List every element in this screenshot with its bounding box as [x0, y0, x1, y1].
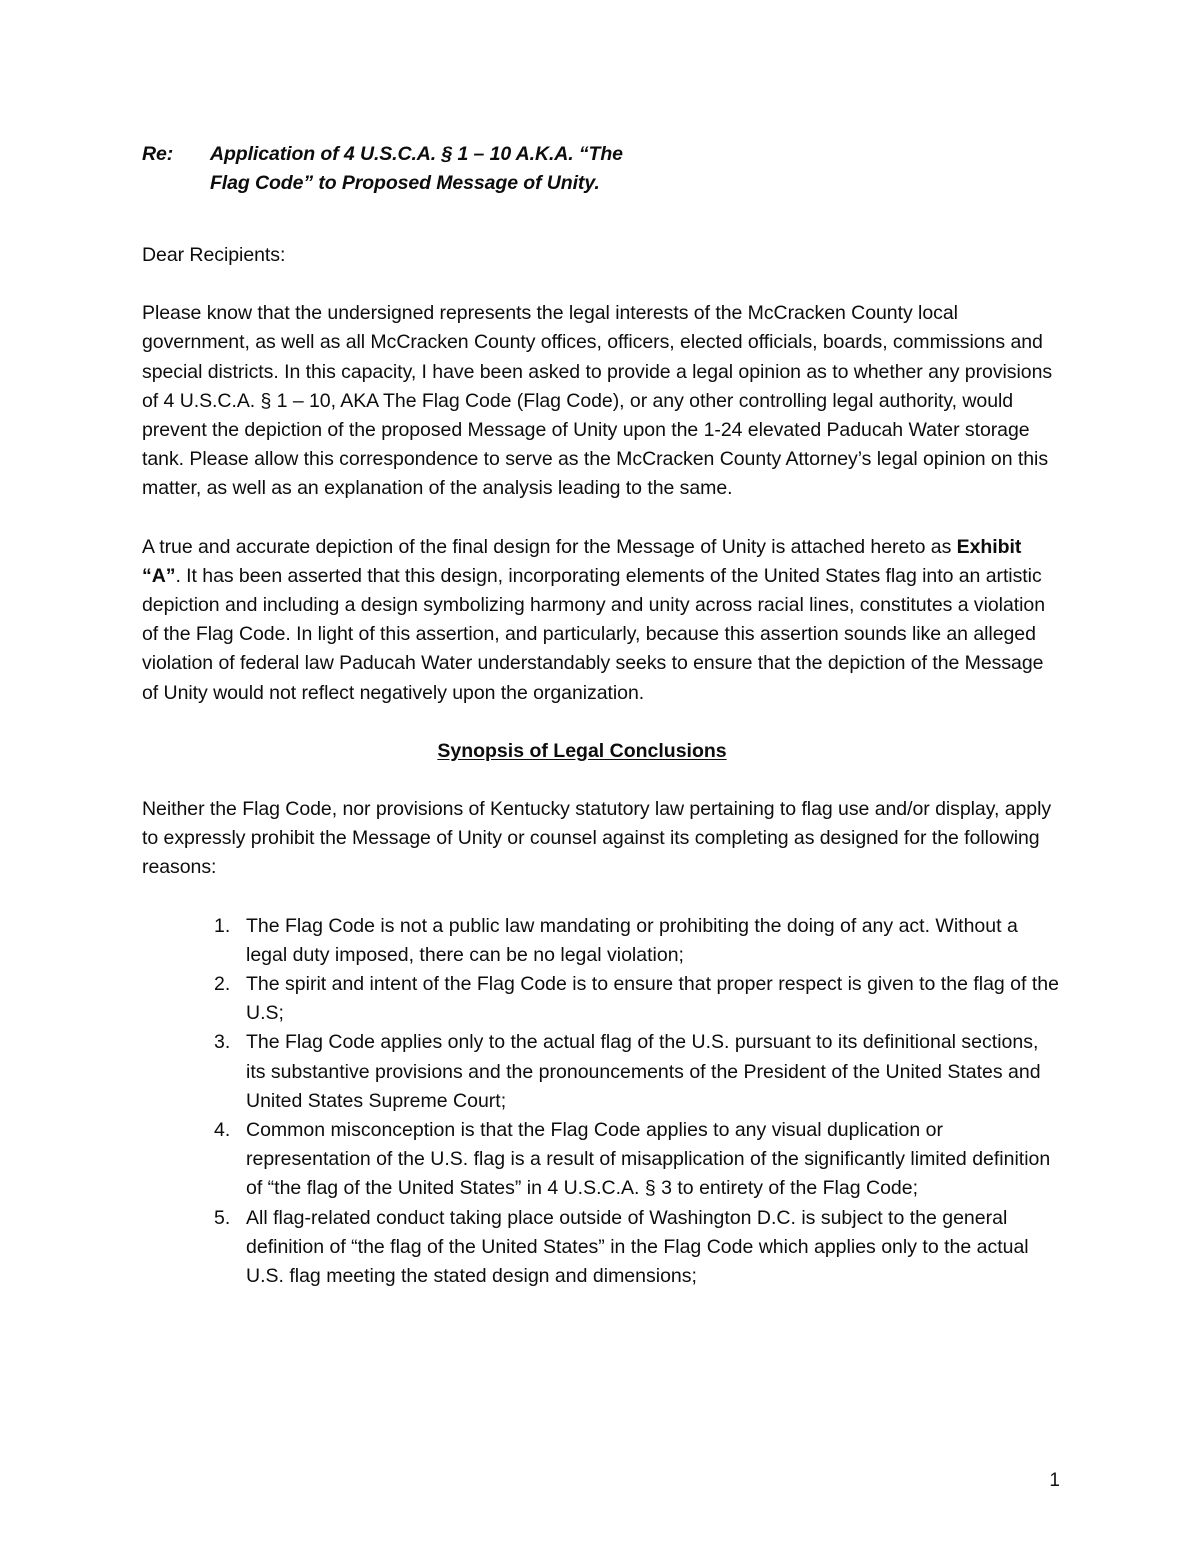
- legal-conclusions-list: [142, 912, 1062, 1292]
- salutation: Dear Recipients:: [142, 244, 286, 266]
- list-item-marker: 4.: [214, 1119, 231, 1142]
- paragraph-2: [142, 533, 1062, 708]
- spacer: [142, 708, 1062, 737]
- page-number: 1: [1049, 1470, 1060, 1491]
- spacer: [142, 270, 1062, 299]
- list-item-text: The spirit and intent of the Flag Code is to ensure that proper respect is given to the flag of the U.S;: [246, 973, 1059, 1025]
- re-line-2-row: [142, 169, 1062, 198]
- list-item-text: The Flag Code applies only to the actual flag of the U.S. pursuant to its definitional sections, its substantive provisions and the pronouncements of the President of the United States and United States Supreme Court;: [246, 1031, 1041, 1112]
- list-item: [142, 1028, 1062, 1116]
- re-subject-line-2: Flag Code” to Proposed Message of Unity.: [210, 172, 600, 194]
- spacer: [142, 504, 1062, 533]
- re-line-1-row: [142, 140, 1062, 169]
- re-label: Re:: [142, 143, 174, 165]
- document-body: [142, 140, 1062, 1291]
- spacer: [142, 198, 1062, 227]
- list-item: [142, 1204, 1062, 1292]
- paragraph-2-lead-text: A true and accurate depiction of the final design for the Message of Unity is attached hereto as: [142, 535, 957, 558]
- spacer: [142, 227, 1062, 241]
- list-item: [142, 912, 1062, 970]
- paragraph-2-trail-text: . It has been asserted that this design, incorporating elements of the United States flag into an artistic depiction and including a design symbolizing harmony and unity across racial lines, constitutes a violation of the Flag Code. In light of this assertion, and particularly, because this assertion sounds like an alleged violation of federal law Paducah Water understandably seeks to ensure that the depiction of the Message of Unity would not reflect negatively upon the organization.: [142, 564, 1045, 704]
- list-item-text: The Flag Code is not a public law mandating or prohibiting the doing of any act. Without a legal duty imposed, there can be no legal violation;: [246, 914, 1018, 966]
- list-item: [142, 1116, 1062, 1204]
- list-item-text: Common misconception is that the Flag Code applies to any visual duplication or representation of the U.S. flag is a result of misapplication of the significantly limited definition of “the flag of the United States” in 4 U.S.C.A. § 3 to entirety of the Flag Code;: [246, 1119, 1051, 1200]
- list-item-marker: 1.: [214, 914, 231, 937]
- list-item-text: All flag-related conduct taking place outside of Washington D.C. is subject to the general definition of “the flag of the United States” in the Flag Code which applies only to the actual U.S. flag meeting the stated design and dimensions;: [246, 1206, 1029, 1288]
- exhibit-a-reference: Exhibit “A”: [142, 535, 1022, 587]
- re-subject-block: [142, 140, 1062, 198]
- re-subject-line-1: Application of 4 U.S.C.A. § 1 – 10 A.K.A. “The: [210, 143, 623, 165]
- paragraph-3: Neither the Flag Code, nor provisions of Kentucky statutory law pertaining to flag use and/or display, apply to expressly prohibit the Message of Unity or counsel against its completing as designed for the following reasons:: [142, 798, 1052, 879]
- list-item-marker: 2.: [214, 973, 231, 996]
- list-item: [142, 970, 1062, 1028]
- paragraph-1: Please know that the undersigned represents the legal interests of the McCracken County local government, as well as all McCracken County offices, officers, elected officials, boards, commissions and special districts. In this capacity, I have been asked to provide a legal opinion as to whether any provisions of 4 U.S.C.A. § 1 – 10, AKA The Flag Code (Flag Code), or any other controlling legal authority, would prevent the depiction of the proposed Message of Unity upon the 1-24 elevated Paducah Water storage tank. Please allow this correspondence to serve as the McCracken County Attorney’s legal opinion on this matter, as well as an explanation of the analysis leading to the same.: [142, 302, 1053, 500]
- list-item-marker: 5.: [214, 1206, 231, 1229]
- section-heading-synopsis: Synopsis of Legal Conclusions: [437, 739, 727, 762]
- list-item-marker: 3.: [214, 1031, 231, 1054]
- spacer: [142, 883, 1062, 912]
- spacer: [142, 766, 1062, 795]
